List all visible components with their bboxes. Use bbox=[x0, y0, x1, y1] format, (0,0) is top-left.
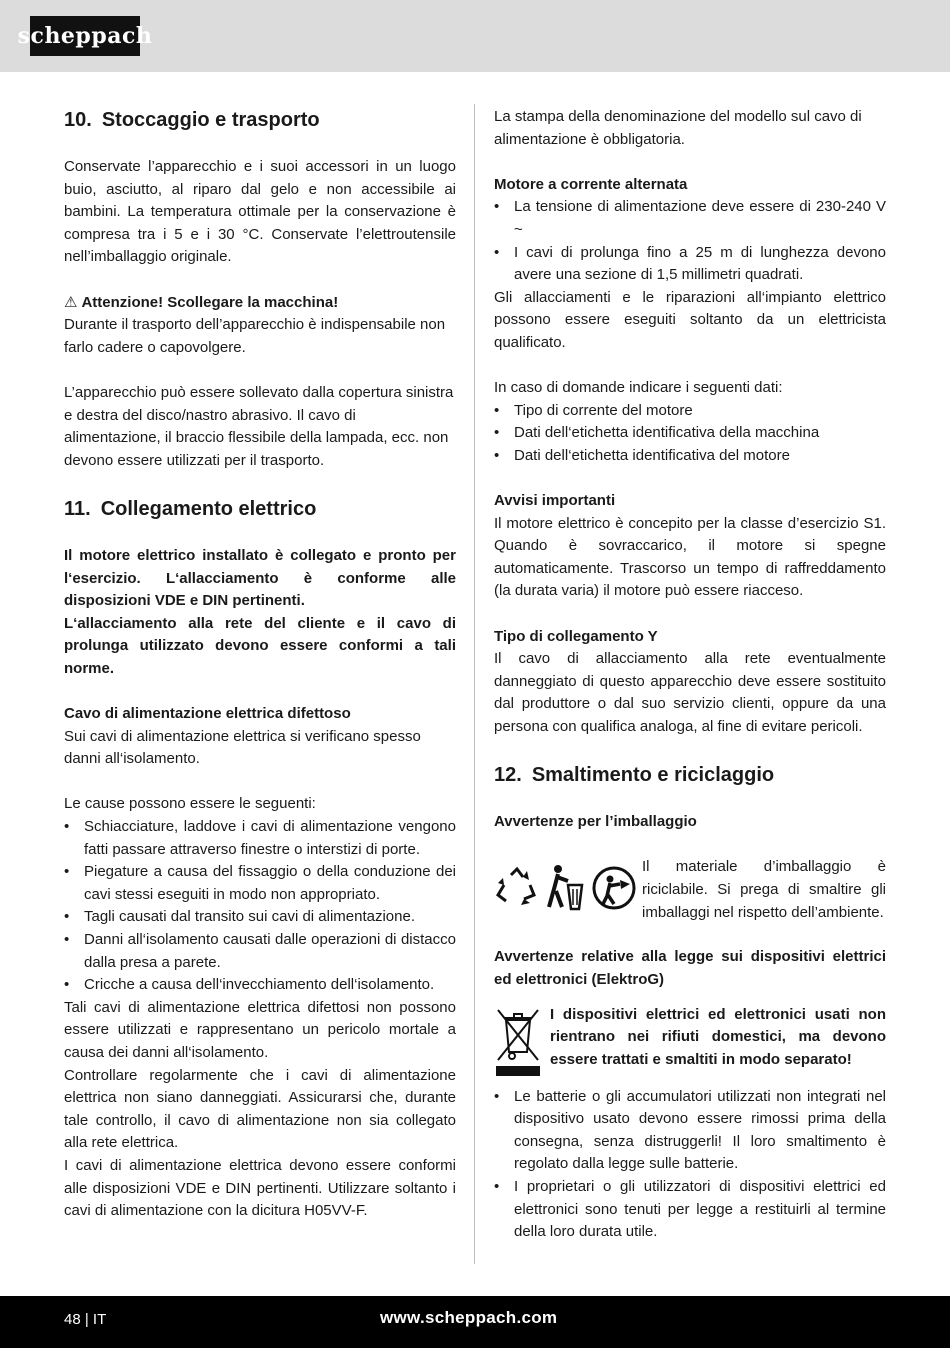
ac-motor-list bbox=[494, 196, 886, 286]
list-item: • Dati dell‘etichetta identificativa del motore bbox=[494, 445, 886, 468]
list-item: • Dati dell‘etichetta identificativa della macchina bbox=[494, 422, 886, 445]
list-item: • Piegature a causa del fissaggio o della conduzione dei cavi stessi eseguiti in modo non appropriato. bbox=[64, 861, 456, 906]
causes-intro: Le cause possono essere le seguenti: bbox=[64, 795, 316, 813]
list-item: • Schiacciature, laddove i cavi di alimentazione vengono fatti passare attraverso finestre o interstizi di porte. bbox=[64, 816, 456, 861]
left-column bbox=[64, 106, 456, 1223]
check-cable-paragraph: Controllare regolarmente che i cavi di alimentazione elettrica non siano danneggiati. Assicurarsi che, durante tale controllo, il cavo di alimentazione non sia collegato alla rete elettrica. bbox=[64, 1066, 456, 1152]
cable-paragraph: Sui cavi di alimentazione elettrica si verificano spesso danni all‘isolamento. bbox=[64, 727, 421, 768]
packaging-block bbox=[494, 856, 886, 946]
electrical-bold-2: L‘allacciamento alla rete del cliente e il cavo di prolunga utilizzato devono essere conformi a tali norme. bbox=[64, 614, 456, 677]
transport-paragraph: Durante il trasporto dell’apparecchio è indispensabile non farlo cadere o capovolgere. bbox=[64, 316, 446, 356]
website-link[interactable]: www.scheppach.com bbox=[380, 1308, 558, 1327]
cable-heading: Cavo di alimentazione elettrica difettoso bbox=[64, 705, 351, 723]
header-bar bbox=[0, 0, 950, 72]
section-heading-electrical: 11. Collegamento elettrico bbox=[64, 497, 317, 520]
recycling-icons bbox=[494, 856, 639, 920]
causes-list bbox=[64, 816, 456, 997]
footer-bar bbox=[0, 1296, 950, 1348]
y-connection-paragraph: Il cavo di allacciamento alla rete eventualmente danneggiato di questo apparecchio deve essere sostituito dal produttore o dal suo servizio clienti, oppure da una persona con qualifica analoga, al fine di evitare pericoli. bbox=[494, 650, 886, 736]
packaging-text: Il materiale d’imballaggio è riciclabile. Si prega di smaltire gli imballaggi nel rispetto dell’ambiente. bbox=[642, 858, 886, 921]
list-item: • I proprietari o gli utilizzatori di dispositivi elettrici ed elettronici sono tenuti per legge a restituirli al termine della loro durata utile. bbox=[494, 1176, 886, 1244]
list-item: • Tipo di corrente del motore bbox=[494, 400, 886, 423]
notes-paragraph: Il motore elettrico è concepito per la classe d’esercizio S1. Quando è sovraccarico, il motore si spegne automaticamente. Trascorso un tempo di raffreddamento (la durata varia) il motore può essere riacceso. bbox=[494, 514, 886, 600]
weee-heading: Avvertenze relative alla legge sui dispositivi elettrici ed elettronici (ElektroG) bbox=[494, 948, 886, 988]
right-column bbox=[494, 106, 886, 1244]
storage-paragraph: Conservate l’apparecchio e i suoi accessori in un luogo buio, asciutto, al riparo dal gelo e non accessibile ai bambini. La temperatura ottimale per la conservazione è compresa tra i 5 e i 30 °C. Conservate l’elettroutensile nell’imballaggio originale. bbox=[64, 158, 456, 266]
page-number: 48 | IT bbox=[64, 1311, 107, 1328]
packaging-heading: Avvertenze per l’imballaggio bbox=[494, 813, 697, 831]
y-connection-heading: Tipo di collegamento Y bbox=[494, 627, 658, 645]
electrician-paragraph: Gli allacciamenti e le riparazioni all‘impianto elettrico possono essere eseguiti soltanto da un elettricista qualificato. bbox=[494, 288, 886, 351]
questions-intro: In caso di domande indicare i seguenti dati: bbox=[494, 379, 783, 397]
weee-warning-text: I dispositivi elettrici ed elettronici usati non rientrano nei rifiuti domestici, ma devono essere trattati e smaltiti in modo separato! bbox=[550, 1005, 886, 1068]
list-item: • La tensione di alimentazione deve essere di 230-240 V ~ bbox=[494, 196, 886, 241]
warning-line: ⚠ Attenzione! Scollegare la macchina! bbox=[64, 292, 456, 315]
ac-motor-heading: Motore a corrente alternata bbox=[494, 175, 688, 193]
lifting-paragraph: L’apparecchio può essere sollevato dalla copertura sinistra e destra del disco/nastro abrasivo. Il cavo di alimentazione, il braccio flessibile della lampada, ecc. non devono essere utilizzati per il trasporto. bbox=[64, 383, 454, 469]
defective-cable-paragraph: Tali cavi di alimentazione elettrica difettosi non possono essere utilizzati e rappresentano un pericolo mortale a causa dei danni all‘isolamento. bbox=[64, 998, 456, 1061]
list-item: • Cricche a causa dell‘invecchiamento dell‘isolamento. bbox=[64, 974, 456, 997]
crossed-bin-icon bbox=[494, 1006, 542, 1078]
model-print-paragraph: La stampa della denominazione del modello sul cavo di alimentazione è obbligatoria. bbox=[494, 108, 862, 148]
recycle-icon bbox=[494, 865, 540, 911]
electrical-bold-1: Il motore elettrico installato è collegato e pronto per l‘esercizio. L‘allacciamento è conforme alle disposizioni VDE e DIN pertinenti. bbox=[64, 546, 456, 610]
notes-heading: Avvisi importanti bbox=[494, 492, 616, 510]
section-heading-storage: 10. Stoccaggio e trasporto bbox=[64, 109, 320, 131]
weee-block bbox=[494, 1004, 886, 1086]
warning-triangle-icon: ⚠ bbox=[64, 293, 78, 311]
list-item: • I cavi di prolunga fino a 25 m di lunghezza devono avere una sezione di 1,5 millimetri quadrati. bbox=[494, 242, 886, 287]
tidyman-bin-icon bbox=[544, 863, 586, 913]
weee-list bbox=[494, 1086, 886, 1244]
recycling-person-icon bbox=[590, 864, 638, 912]
column-divider bbox=[474, 104, 475, 1264]
list-item: • Le batterie o gli accumulatori utilizzati non integrati nel dispositivo usato devono essere rimossi prima della consegna, senza distruggerli! Il loro smaltimento è regolato dalla legge sulle batterie. bbox=[494, 1086, 886, 1176]
section-heading-disposal: 12. Smaltimento e riciclaggio bbox=[494, 764, 775, 787]
list-item: • Tagli causati dal transito sui cavi di alimentazione. bbox=[64, 906, 456, 929]
questions-list bbox=[494, 400, 886, 468]
cable-standard-paragraph: I cavi di alimentazione elettrica devono essere conformi alle disposizioni VDE e DIN pertinenti. Utilizzare soltanto i cavi di alimentazione con la dicitura H05VV-F. bbox=[64, 1156, 456, 1220]
list-item: • Danni all‘isolamento causati dalle operazioni di distacco dalla presa a parete. bbox=[64, 929, 456, 974]
brand-logo: scheppach bbox=[30, 16, 140, 56]
